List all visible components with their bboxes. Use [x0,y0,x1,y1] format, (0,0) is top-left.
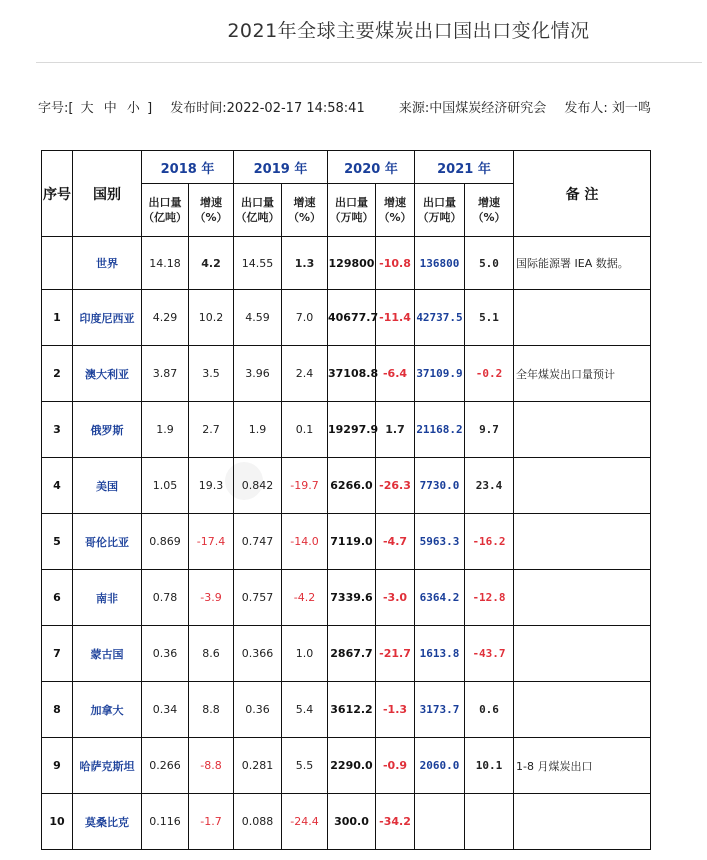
font-small-link[interactable]: 小 [126,101,140,116]
coal-export-table [41,150,651,850]
row-country: 蒙古国 [73,626,142,682]
publisher: 发布人: 刘一鸣 [564,101,651,116]
sub-export-2019: 出口量（亿吨） [234,184,282,237]
growth-2019: 5.5 [282,738,328,794]
growth-2020: 1.7 [376,402,415,458]
export-2021: 42737.5 [415,290,465,346]
growth-2018: -1.7 [189,794,234,850]
growth-2020: -26.3 [376,458,415,514]
table-row [42,237,651,290]
export-2019: 14.55 [234,237,282,290]
growth-2020: -6.4 [376,346,415,402]
row-country: 哈萨克斯坦 [73,738,142,794]
growth-2019: 7.0 [282,290,328,346]
sub-growth-2021: 增速（%） [465,184,514,237]
font-size-label: 字号:[ [38,101,74,116]
growth-2021 [465,794,514,850]
year-2020-header: 2020 年 [328,151,415,184]
table-row [42,626,651,682]
table-row [42,794,651,850]
growth-2020: -4.7 [376,514,415,570]
font-large-link[interactable]: 大 [80,101,94,116]
export-2018: 1.05 [142,458,189,514]
export-2021: 21168.2 [415,402,465,458]
growth-2019: -19.7 [282,458,328,514]
export-2019: 0.757 [234,570,282,626]
export-2019: 1.9 [234,402,282,458]
growth-2021: -16.2 [465,514,514,570]
growth-2019: 1.3 [282,237,328,290]
header-row-years [42,151,651,184]
row-country: 南非 [73,570,142,626]
row-note [514,514,651,570]
export-2021: 6364.2 [415,570,465,626]
growth-2020: -1.3 [376,682,415,738]
export-2021: 2060.0 [415,738,465,794]
page-title: 2021年全球主要煤炭出口国出口变化情况 [227,20,590,42]
col-no-header: 序号 [42,151,73,237]
export-2021: 37109.9 [415,346,465,402]
growth-2018: 8.8 [189,682,234,738]
growth-2020: -0.9 [376,738,415,794]
export-2020: 37108.8 [328,346,376,402]
row-no: 4 [42,458,73,514]
sub-export-2018: 出口量（亿吨） [142,184,189,237]
row-country: 莫桑比克 [73,794,142,850]
growth-2018: 3.5 [189,346,234,402]
row-note [514,794,651,850]
growth-2019: -14.0 [282,514,328,570]
export-2018: 1.9 [142,402,189,458]
export-2021: 1613.8 [415,626,465,682]
export-2020: 6266.0 [328,458,376,514]
export-2018: 0.266 [142,738,189,794]
growth-2021: -0.2 [465,346,514,402]
growth-2019: 2.4 [282,346,328,402]
sub-growth-2019: 增速（%） [282,184,328,237]
export-2018: 0.36 [142,626,189,682]
export-2018: 3.87 [142,346,189,402]
export-2020: 7339.6 [328,570,376,626]
growth-2018: 8.6 [189,626,234,682]
table-row [42,458,651,514]
export-2018: 0.78 [142,570,189,626]
growth-2020: -34.2 [376,794,415,850]
row-country: 哥伦比亚 [73,514,142,570]
export-2020: 2290.0 [328,738,376,794]
sub-growth-2020: 增速（%） [376,184,415,237]
export-2021: 136800 [415,237,465,290]
row-country: 加拿大 [73,682,142,738]
row-no: 9 [42,738,73,794]
export-2021 [415,794,465,850]
table-row [42,346,651,402]
export-2021: 7730.0 [415,458,465,514]
year-2021-header: 2021 年 [415,151,514,184]
growth-2019: 0.1 [282,402,328,458]
export-2020: 300.0 [328,794,376,850]
row-country: 俄罗斯 [73,402,142,458]
row-no: 2 [42,346,73,402]
row-country: 印度尼西亚 [73,290,142,346]
export-2019: 0.281 [234,738,282,794]
row-country: 世界 [73,237,142,290]
row-note [514,626,651,682]
table-row [42,682,651,738]
growth-2021: 5.0 [465,237,514,290]
export-2020: 7119.0 [328,514,376,570]
export-2020: 3612.2 [328,682,376,738]
growth-2019: 5.4 [282,682,328,738]
export-2018: 14.18 [142,237,189,290]
export-2019: 0.088 [234,794,282,850]
export-2020: 40677.7 [328,290,376,346]
export-2019: 0.36 [234,682,282,738]
export-2019: 0.747 [234,514,282,570]
row-note [514,290,651,346]
row-note [514,570,651,626]
table-row [42,738,651,794]
publish-time: 发布时间:2022-02-17 14:58:41 [170,101,365,116]
row-country: 澳大利亚 [73,346,142,402]
growth-2019: -4.2 [282,570,328,626]
row-note [514,402,651,458]
growth-2018: -17.4 [189,514,234,570]
sub-export-2020: 出口量（万吨） [328,184,376,237]
row-no: 8 [42,682,73,738]
growth-2021: -12.8 [465,570,514,626]
growth-2021: 9.7 [465,402,514,458]
row-no: 10 [42,794,73,850]
growth-2021: 10.1 [465,738,514,794]
row-note: 全年煤炭出口量预计 [514,346,651,402]
export-2018: 0.34 [142,682,189,738]
export-2021: 5963.3 [415,514,465,570]
col-country-header: 国别 [73,151,142,237]
font-medium-link[interactable]: 中 [103,101,117,116]
export-2019: 3.96 [234,346,282,402]
export-2018: 0.869 [142,514,189,570]
font-size-close: ] [147,101,153,116]
title-divider [36,62,702,63]
year-2018-header: 2018 年 [142,151,234,184]
export-2019: 0.842 [234,458,282,514]
row-no: 6 [42,570,73,626]
growth-2020: -3.0 [376,570,415,626]
year-2019-header: 2019 年 [234,151,328,184]
growth-2021: 23.4 [465,458,514,514]
row-note [514,458,651,514]
export-2020: 2867.7 [328,626,376,682]
row-note [514,682,651,738]
growth-2019: -24.4 [282,794,328,850]
row-no [42,237,73,290]
growth-2018: 10.2 [189,290,234,346]
row-no: 5 [42,514,73,570]
growth-2018: 2.7 [189,402,234,458]
sub-growth-2018: 增速（%） [189,184,234,237]
article-meta [38,97,707,116]
export-2018: 4.29 [142,290,189,346]
growth-2021: -43.7 [465,626,514,682]
row-note: 国际能源署 IEA 数据。 [514,237,651,290]
row-no: 7 [42,626,73,682]
table-row [42,514,651,570]
export-2021: 3173.7 [415,682,465,738]
row-no: 1 [42,290,73,346]
growth-2020: -10.8 [376,237,415,290]
export-2018: 0.116 [142,794,189,850]
source: 来源:中国煤炭经济研究会 [398,101,547,116]
table-row [42,570,651,626]
growth-2018: -3.9 [189,570,234,626]
growth-2019: 1.0 [282,626,328,682]
export-2019: 0.366 [234,626,282,682]
growth-2020: -21.7 [376,626,415,682]
growth-2018: 4.2 [189,237,234,290]
export-2020: 129800 [328,237,376,290]
growth-2018: -8.8 [189,738,234,794]
growth-2018: 19.3 [189,458,234,514]
col-note-header: 备 注 [514,151,651,237]
row-note: 1-8 月煤炭出口 [514,738,651,794]
row-no: 3 [42,402,73,458]
growth-2021: 5.1 [465,290,514,346]
row-country: 美国 [73,458,142,514]
export-2019: 4.59 [234,290,282,346]
sub-export-2021: 出口量（万吨） [415,184,465,237]
table-row [42,402,651,458]
growth-2020: -11.4 [376,290,415,346]
table-row [42,290,651,346]
growth-2021: 0.6 [465,682,514,738]
export-2020: 19297.9 [328,402,376,458]
